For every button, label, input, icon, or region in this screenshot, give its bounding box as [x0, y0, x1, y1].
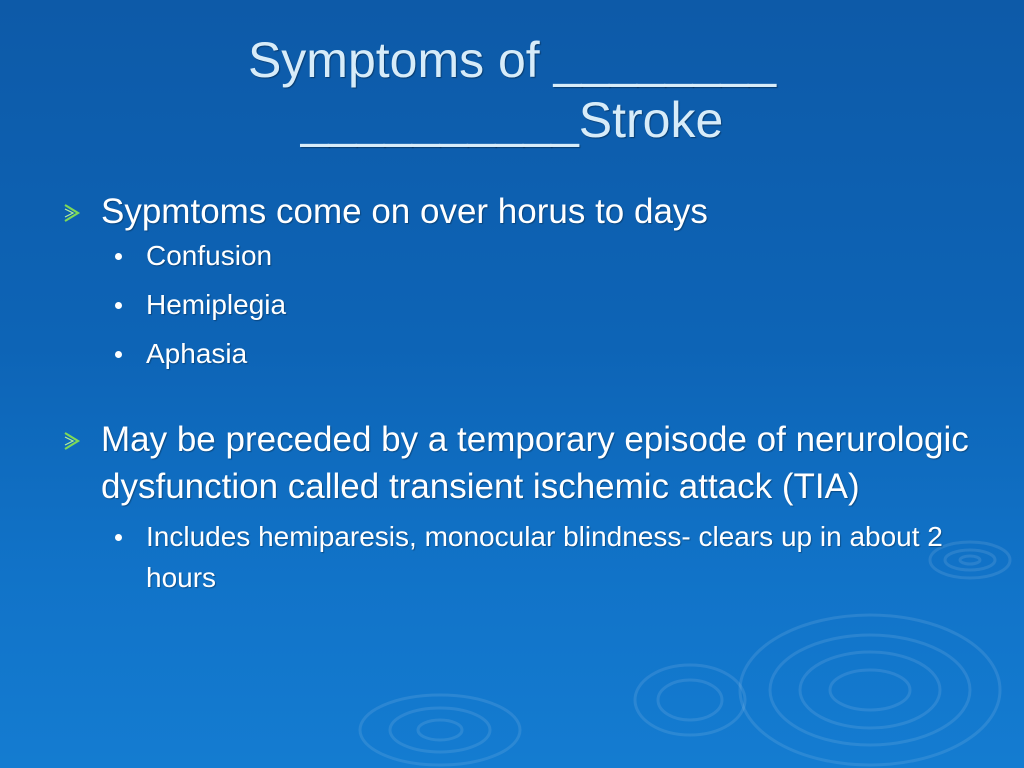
arrow-bullet-icon	[62, 432, 82, 450]
slide-title	[0, 30, 1024, 150]
bullet-spacer	[60, 374, 980, 416]
sub-bullet-item	[60, 235, 980, 276]
dot-bullet-icon	[115, 253, 122, 260]
title-line-1: Symptoms of ________	[247, 32, 777, 88]
bullet-text: May be preceded by a temporary episode of nerurologic dysfunction called transient ischemic attack (TIA)	[101, 420, 969, 506]
title-line-2: __________Stroke	[300, 92, 724, 148]
sub-bullet-text: Aphasia	[146, 338, 248, 369]
sub-bullet-item	[60, 516, 980, 598]
dot-bullet-icon	[115, 534, 122, 541]
arrow-bullet-icon	[62, 204, 82, 222]
bullet-item	[60, 416, 980, 510]
sub-bullet-text: Hemiplegia	[146, 289, 287, 320]
slide-body	[60, 188, 980, 598]
sub-bullet-text: Includes hemiparesis, monocular blindness- clears up in about 2 hours	[146, 521, 943, 593]
dot-bullet-icon	[115, 351, 122, 358]
dot-bullet-icon	[115, 302, 122, 309]
bullet-item	[60, 188, 980, 235]
bullet-text: Sypmtoms come on over horus to days	[101, 192, 708, 231]
sub-bullet-item	[60, 333, 980, 374]
sub-bullet-text: Confusion	[146, 240, 273, 271]
sub-bullet-item	[60, 284, 980, 325]
